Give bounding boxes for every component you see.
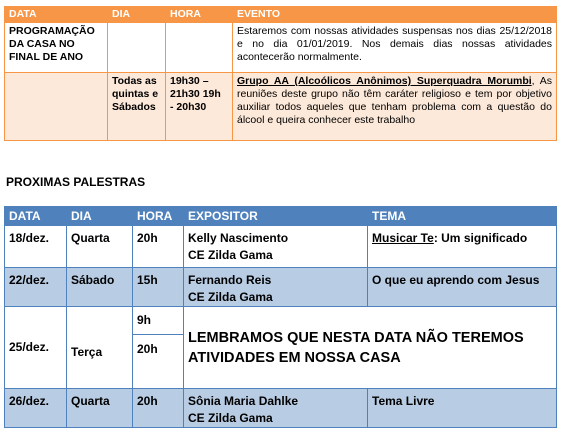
lecture-expositor <box>184 226 368 268</box>
events-header-row <box>5 7 557 23</box>
expositor-local: CE Zilda Gama <box>188 290 273 304</box>
lecture-row <box>5 307 557 335</box>
lectures-header-tema: TEMA <box>368 207 557 226</box>
lecture-dia: Terça <box>67 307 133 389</box>
lecture-dia: Quarta <box>67 226 133 268</box>
expositor-local: CE Zilda Gama <box>188 411 273 425</box>
lecture-hora: 20h <box>133 389 184 428</box>
event-dia <box>108 23 166 73</box>
lecture-data: 22/dez. <box>5 268 67 307</box>
event-title: Grupo AA (Alcoólicos Anônimos) Superquadra Morumbi <box>237 75 532 87</box>
lecture-hora: 20h <box>133 226 184 268</box>
lecture-hora: 15h <box>133 268 184 307</box>
lecture-tema: Tema Livre <box>368 389 557 428</box>
events-header-hora: HORA <box>166 7 233 23</box>
lectures-header-data: DATA <box>5 207 67 226</box>
event-data: PROGRAMAÇÃO DA CASA NO FINAL DE ANO <box>5 23 108 73</box>
expositor-name: Sônia Maria Dahlke <box>188 394 299 408</box>
lectures-header-dia: DIA <box>67 207 133 226</box>
tema-text: : Um significado <box>433 231 528 245</box>
lecture-data: 18/dez. <box>5 226 67 268</box>
lecture-row <box>5 268 557 307</box>
event-hora <box>166 23 233 73</box>
expositor-name: Kelly Nascimento <box>188 231 289 245</box>
lectures-table <box>4 206 557 428</box>
events-row <box>5 23 557 73</box>
event-hora: 19h30 – 21h30 19h - 20h30 <box>166 73 233 141</box>
event-description: Estaremos com nossas atividades suspensas nos dias 25/12/2018 e no dia 01/01/2019. Nos demais dias nossas atividades acontecerão normalmente. <box>233 23 557 73</box>
lecture-tema: O que eu aprendo com Jesus <box>368 268 557 307</box>
event-description <box>233 73 557 141</box>
lectures-header-row <box>5 207 557 226</box>
lecture-data: 25/dez. <box>5 307 67 389</box>
lecture-hora: 20h <box>133 335 184 389</box>
lectures-header-expositor: EXPOSITOR <box>184 207 368 226</box>
lecture-dia: Quarta <box>67 389 133 428</box>
lecture-notice: LEMBRAMOS QUE NESTA DATA NÃO TEREMOS ATIVIDADES EM NOSSA CASA <box>184 307 557 389</box>
expositor-local: CE Zilda Gama <box>188 248 273 262</box>
events-table <box>4 6 557 141</box>
event-data <box>5 73 108 141</box>
events-header-data: DATA <box>5 7 108 23</box>
lecture-row <box>5 389 557 428</box>
lecture-tema <box>368 226 557 268</box>
event-dia: Todas as quintas e Sábados <box>108 73 166 141</box>
lecture-row <box>5 226 557 268</box>
lecture-data: 26/dez. <box>5 389 67 428</box>
lecture-dia: Sábado <box>67 268 133 307</box>
lecture-expositor <box>184 268 368 307</box>
lecture-hora: 9h <box>133 307 184 335</box>
tema-underlined: Musicar Te <box>372 231 434 245</box>
events-row <box>5 73 557 141</box>
events-header-dia: DIA <box>108 7 166 23</box>
expositor-name: Fernando Reis <box>188 273 272 287</box>
events-header-evento: EVENTO <box>233 7 557 23</box>
section-heading: PROXIMAS PALESTRAS <box>6 175 146 189</box>
event-text: , As reuniões deste grupo não têm caráter religioso e tem por objetivo auxiliar todos aqueles que tenham problema com a questão do álcool e queira conhecer este trabalho <box>237 75 552 126</box>
lectures-header-hora: HORA <box>133 207 184 226</box>
lecture-expositor <box>184 389 368 428</box>
